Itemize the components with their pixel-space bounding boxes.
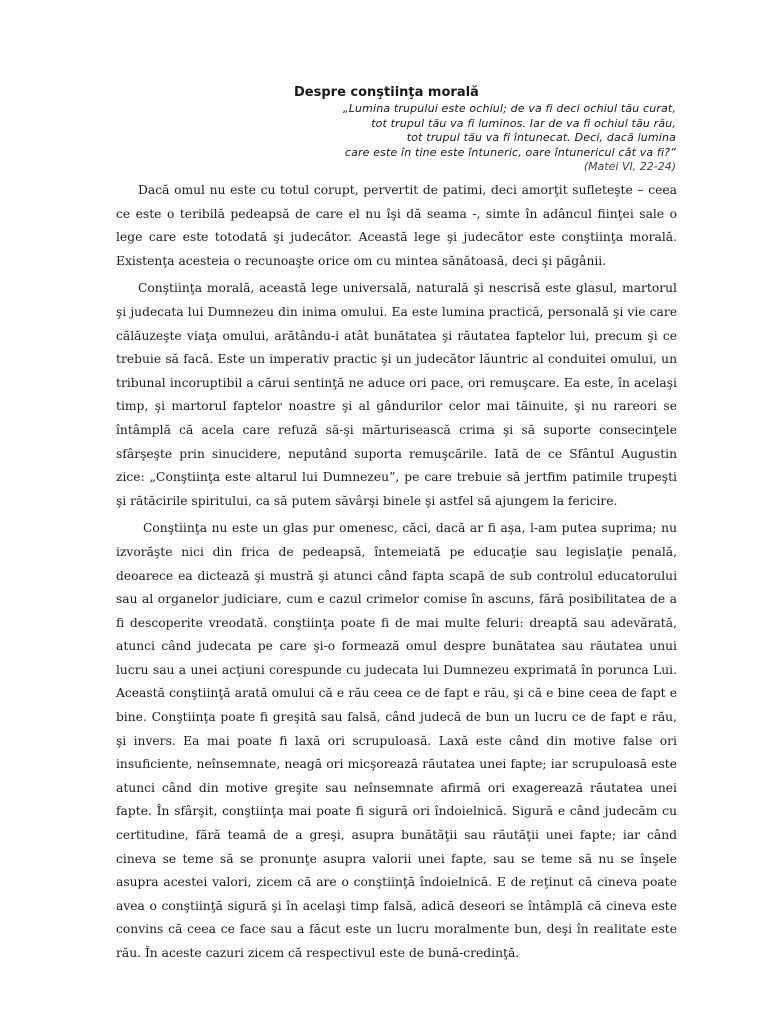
paragraph: Conştiinţa nu este un glas pur omenesc, căci, dacă ar fi aşa, l-am putea suprima; nu izvorăşte nici din frica de pedeapsă, întemeiată pe educaţie sau legislaţie penală, deoarece ea dictează şi mustră şi atunci când fapta scapă de sub controlul educatorului sau al organelor judiciare, cum e cazul crimelor comise în ascuns, fără posibilitatea de a fi descoperite vreodată. conştiinţa poate fi de mai multe feluri: dreaptă sau adevărată, atunci când judecata pe care şi-o formează omul despre bunătatea sau răutatea unui lucru sau a unei acţiuni corespunde cu judecata lui Dumnezeu exprimată în porunca Lui. Această conştiinţă arată omului că e rău ceea ce de fapt e rău, şi că e bine ceea de fapt e bine. Conştiinţa poate fi greşită sau falsă, când judecă de bun un lucru ce de fapt e rău, şi invers. Ea mai poate fi laxă ori scrupuloasă. Laxă este când din motive false ori insuficiente, neînsemnate, neagă ori micşorează răutatea unei fapte; iar scrupuloasă este atunci când din motive greşite sau neînsemnate afirmă ori exagerează răutatea unei fapte. În sfârşit, conştiinţa mai poate fi sigură ori îndoielnică. Sigură e când judecăm cu certitudine, fără teamă de a greşi, asupra bunătăţii sau răutăţii unei fapte; iar când cineva se teme să se pronunţe asupra valorii unei fapte, sau se teme să nu se înşele asupra acestei valori, zicem că are o conştiinţă îndoielnică. E de reţinut că cineva poate avea o conştiinţă sigură şi în acelaşi timp falsă, adică deseori se întâmplă că cineva este convins că ceea ce face sau a făcut este un lucru moralmente bun, deşi în realitate este rău. În aceste cazuri zicem că respectivul este de bună-credinţă. (116, 521, 677, 960)
document-title: Despre conştiinţa morală (294, 85, 479, 100)
epigraph-line: tot trupul tău va fi luminos. Iar de va fi ochiul tău rău, (371, 116, 676, 130)
epigraph (276, 102, 676, 160)
paragraph: Conştiinţa morală, această lege universală, naturală şi nescrisă este glasul, martorul şi judecata lui Dumnezeu din inima omului. Ea este lumina practică, personală şi vie care călăuzeşte viaţa omului, arătându-i atât bunătatea şi răutatea faptelor lui, precum şi ce trebuie să facă. Este un imperativ practic şi un judecător lăuntric al conduitei omului, un tribunal incoruptibil a cărui sentinţă ne aduce ori pace, ori remuşcare. Ea este, în acelaşi timp, şi martorul faptelor noastre şi al gândurilor celor mai tăinuite, şi nu rareori se întâmplă că acela care refuză să-şi mărturisească crima şi să suporte consecinţele sfârşeşte prin sinucidere, neputând suporta remuşcările. Iată de ce Sfântul Augustin zice: „Conştiinţa este altarul lui Dumnezeu”, pe care trebuie să jertfim patimile trupeşti şi rătăcirile spiritului, ca să putem săvârşi binele şi astfel să ajungem la fericire. (116, 281, 677, 508)
epigraph-line: „Lumina trupului este ochiul; de va fi deci ochiul tău curat, (342, 102, 676, 115)
epigraph-line: care este în tine este întuneric, oare întunericul cât va fi?” (344, 145, 676, 159)
epigraph-line: tot trupul tău va fi întunecat. Deci, dacă lumina (406, 131, 676, 144)
document-body (116, 179, 677, 966)
epigraph-citation: (Matei VI, 22-24) (583, 160, 676, 173)
paragraph: Dacă omul nu este cu totul corupt, pervertit de patimi, deci amorţit sufleteşte – ceea ce este o teribilă pedeapsă de care el nu îşi dă seama -, simte în adâncul fiinţei sale o lege care este totodată şi judecător. Această lege şi judecător este conştiinţa morală. Existenţa acesteia o recunoaşte orice om cu mintea sănătoasă, deci şi păgânii. (116, 183, 677, 268)
